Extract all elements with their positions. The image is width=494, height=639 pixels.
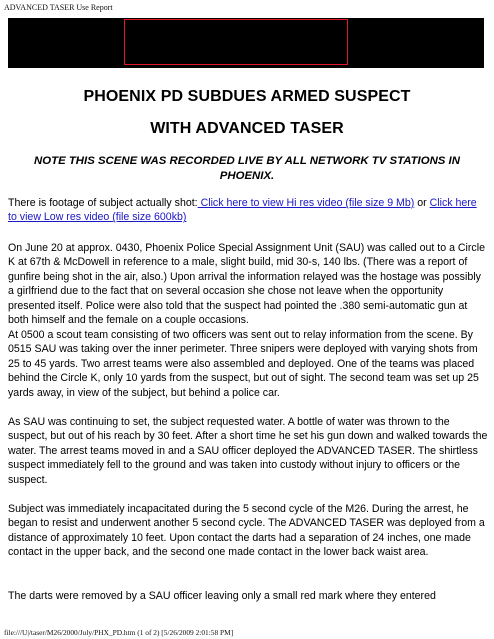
footage-or-text: or <box>414 197 430 209</box>
paragraph-deployment: At 0500 a scout team consisting of two officers was sent out to relay information from the scene. By 0515 SAU was taking over the inner perimeter. Three snipers were deployed with varying shots from 25 to 45 yards. Two arrest teams were also assembled and deployed. One of the teams was placed behind the Circle K, only 10 yards from the suspect, but out of sight. The second team was set up 25 yards away, in view of the subject, but behind a police car. <box>8 329 479 399</box>
paragraph-incident: On June 20 at approx. 0430, Phoenix Police Special Assignment Unit (SAU) was called out to a Circle K at 67th & McDowell in reference to a male, slight build, mid 30-s, 140 lbs. (There was a report of gunfire being shot in the air, also.) Upon arrival the information relayed was the hostage was possibly a girlfriend due to the fact that on several occasion she chose not leave when the opportunity presented itself. Police were also told that the suspect had pointed the .380 semi-automatic gun at both himself and the female on a couple occasions. <box>8 242 485 327</box>
article-title-line-1: PHOENIX PD SUBDUES ARMED SUSPECT <box>83 88 411 105</box>
footage-paragraph <box>8 196 488 225</box>
paragraph-darts: The darts were removed by a SAU officer leaving only a small red mark where they entered <box>8 590 436 602</box>
paragraph-arrest: As SAU was continuing to set, the subject requested water. A bottle of water was thrown to the suspect, but out of his reach by 30 feet. After a short time he set his gun down and walked towards the water. The arrest teams moved in and a SAU officer deployed the ADVANCED TASER. The shirtless suspect immediately fell to the ground and was taken into custody without injury to officers or the suspect. <box>8 416 488 486</box>
banner-image <box>8 18 484 68</box>
article-title-line-2: WITH ADVANCED TASER <box>150 120 344 137</box>
low-res-video-link[interactable]: Click here to view Low res video (file size 600kb) <box>8 197 477 224</box>
page-footer-path: file:///U|/taser/M26/2000/July/PHX_PD.htm (1 of 2) [5/26/2009 2:01:58 PM] <box>4 628 234 637</box>
page-header-title: ADVANCED TASER Use Report <box>4 3 113 12</box>
hi-res-video-link[interactable]: Click here to view Hi res video (file size 9 Mb) <box>197 197 415 209</box>
paragraph-cycle: Subject was immediately incapacitated during the 5 second cycle of the M26. During the arrest, he began to resist and underwent another 5 second cycle. The ADVANCED TASER was deployed from a distance of approximately 10 feet. Upon contact the darts had a separation of 24 inches, one made contact in the upper back, and the second one made contact in the lower back waist area. <box>8 503 485 559</box>
recording-note: NOTE THIS SCENE WAS RECORDED LIVE BY ALL NETWORK TV STATIONS IN PHOENIX. <box>34 155 460 182</box>
banner-frame <box>124 19 348 65</box>
footage-intro-text: There is footage of subject actually shot: <box>8 197 198 209</box>
